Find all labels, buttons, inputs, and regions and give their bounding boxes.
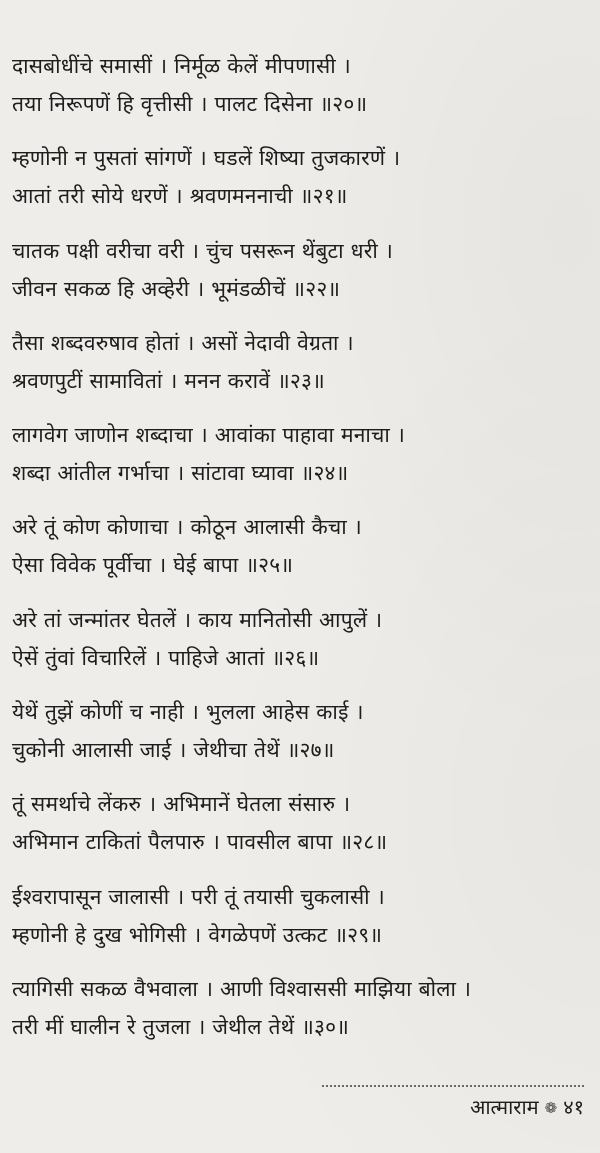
verse-line: चुकोनी आलासी जाई । जेथीचा तेथें ॥२७॥ bbox=[12, 738, 335, 763]
verse-list bbox=[0, 51, 600, 1066]
verse-line: जीवन सकळ हि अव्हेरी । भूमंडळीचें ॥२२॥ bbox=[12, 276, 341, 301]
verse-23 bbox=[0, 328, 600, 420]
verse-line: म्हणोनी हे दुख भोगिसी । वेगळेपणें उत्कट ॥२९॥ bbox=[12, 922, 383, 947]
page-footer bbox=[470, 1093, 584, 1122]
verse-28 bbox=[0, 789, 600, 881]
verse-line: आतां तरी सोये धरणें । श्रवणमननाची ॥२१॥ bbox=[12, 184, 348, 209]
verse-27 bbox=[0, 697, 600, 789]
verse-21 bbox=[0, 143, 600, 235]
verse-line: श्रवणपुटीं सामावितां । मनन करावें ॥२३॥ bbox=[12, 368, 325, 393]
verse-line: दासबोधींचे समासीं । निर्मूळ केलें मीपणासी । bbox=[12, 54, 351, 78]
verse-25 bbox=[0, 512, 600, 604]
verse-20 bbox=[0, 51, 600, 143]
verse-line: लागवेग जाणोन शब्दाचा । आवांका पाहावा मनाचा । bbox=[12, 423, 406, 448]
verse-line: ऐसा विवेक पूर्वीचा । घेई बापा ॥२५॥ bbox=[12, 553, 294, 578]
footer-divider bbox=[322, 1085, 584, 1087]
verse-24 bbox=[0, 420, 600, 512]
verse-line: चातक पक्षी वरीचा वरी । चुंच पसरून थेंबुटा धरी । bbox=[12, 238, 394, 263]
page-number: ४१ bbox=[563, 1095, 584, 1119]
verse-line: येथें तुझें कोणीं च नाही । भुलला आहेस काई । bbox=[12, 700, 364, 725]
running-title: आत्माराम bbox=[470, 1095, 539, 1119]
verse-line: अभिमान टाकितां पैलपारु । पावसील बापा ॥२८॥ bbox=[12, 830, 388, 855]
verse-line: ऐसें तुंवां विचारिलें । पाहिजे आतां ॥२६॥ bbox=[12, 645, 320, 670]
verse-line: म्हणोनी न पुसतां सांगणें । घडलें शिष्या तुजकारणें । bbox=[12, 146, 401, 171]
verse-30 bbox=[0, 974, 600, 1066]
flower-ornament-icon: ❁ bbox=[544, 1099, 558, 1117]
verse-line: तरी मीं घालीन रे तुजला । जेथील तेथें ॥३०॥ bbox=[12, 1014, 350, 1039]
verse-line: अरे तूं कोण कोणाचा । कोठून आलासी कैचा । bbox=[12, 515, 362, 540]
verse-line: तैसा शब्दवरुषाव होतां । असों नेदावी वेग्रता । bbox=[12, 330, 354, 355]
verse-line: ईश्वरापासून जालासी । परी तूं तयासी चुकलासी । bbox=[12, 884, 385, 909]
verse-22 bbox=[0, 236, 600, 328]
verse-line: त्यागिसी सकळ वैभवाला । आणी विश्वाससी माझिया बोला । bbox=[12, 976, 472, 1001]
verse-line: शब्दा आंतील गर्भाचा । सांटावा घ्यावा ॥२४॥ bbox=[12, 461, 349, 486]
verse-line: तूं समर्थाचे लेंकरु । अभिमानें घेतला संसारु । bbox=[12, 792, 351, 817]
verse-29 bbox=[0, 882, 600, 974]
verse-26 bbox=[0, 605, 600, 697]
verse-line: अरे तां जन्मांतर घेतलें । काय मानितोसी आपुलें । bbox=[12, 607, 383, 632]
verse-line: तया निरूपणें हि वृत्तीसी । पालट दिसेना ॥२०॥ bbox=[12, 92, 368, 116]
